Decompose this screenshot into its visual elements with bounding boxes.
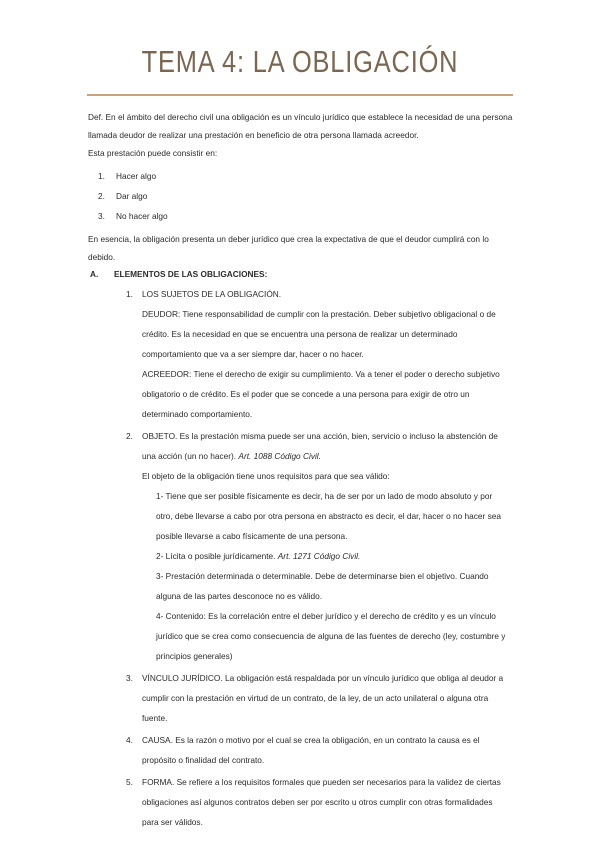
- list-text: No hacer algo: [116, 211, 168, 221]
- list-text: Dar algo: [116, 191, 148, 201]
- causa-paragraph: CAUSA. Es la razón o motivo por el cual se crea la obligación, en un contrato la causa es el propósito o finalidad del contrato.: [142, 735, 480, 765]
- list-number: 2.: [98, 191, 105, 201]
- list-item: [98, 166, 518, 186]
- item-number: 4.: [126, 735, 133, 745]
- element-item-sujetos: [126, 284, 518, 424]
- requisito-3: 3- Prestación determinada o determinable. Debe de determinarse bien el objetivo. Cuando alguna de las partes desconoce no es válido.: [156, 571, 489, 601]
- section-label: A.: [90, 269, 99, 279]
- item-heading: LOS SUJETOS DE LA OBLIGACIÓN.: [142, 289, 282, 299]
- prestacion-intro: Esta prestación puede consistir en:: [88, 148, 218, 158]
- list-text: Hacer algo: [116, 171, 157, 181]
- list-item: [98, 186, 518, 206]
- requisito-2-text: 2- Lícita o posible jurídicamente.: [156, 551, 278, 561]
- item-number: 5.: [126, 777, 133, 787]
- item-number: 3.: [126, 673, 133, 683]
- list-item: [98, 206, 518, 226]
- section-a-heading: [90, 266, 518, 282]
- requisitos-intro: El objeto de la obligación tiene unos requisitos para que sea válido:: [142, 471, 390, 481]
- document-body: [88, 108, 518, 832]
- definition-paragraph: Def. En el ámbito del derecho civil una obligación es un vínculo jurídico que establece la necesidad de una persona llamada deudor de realizar una prestación en beneficio de otra persona llamada acreedor.: [88, 112, 513, 140]
- deudor-paragraph: DEUDOR: Tiene responsabilidad de cumplir con la prestación. Deber subjetivo obligacional o de crédito. Es la necesidad en que se encuentra una persona de realizar un determinado comportamiento que va a ser siempre dar, hacer o no hacer.: [142, 309, 496, 359]
- section-title: ELEMENTOS DE LAS OBLIGACIONES:: [114, 269, 268, 279]
- element-item-forma: [126, 772, 518, 832]
- requisito-1: 1- Tiene que ser posible físicamente es decir, ha de ser por un lado de modo absoluto y por otro, debe llevarse a cabo por otra persona en abstracto es decir, el dar, hacer o no hacer sea posible llevarse a cabo físicamente de una persona.: [156, 491, 501, 541]
- element-item-objeto: [126, 426, 518, 666]
- objeto-ref: Art. 1088 Código Civil.: [238, 451, 321, 461]
- requisito-2: [156, 546, 510, 566]
- forma-paragraph: FORMA. Se refiere a los requisitos formales que pueden ser necesarios para la validez de ciertas obligaciones así algunos contratos deben ser por escrito u otros cumplir con otras formalidades para ser válidos.: [142, 777, 501, 827]
- page-title: TEMA 4: LA OBLIGACIÓN: [141, 44, 459, 79]
- list-number: 3.: [98, 211, 105, 221]
- item-number: 1.: [126, 289, 133, 299]
- element-item-causa: [126, 730, 518, 770]
- objeto-text: OBJETO. Es la prestación misma puede ser una acción, bien, servicio o incluso la abstención de una acción (un no hacer).: [142, 431, 498, 461]
- title-divider: [87, 94, 513, 96]
- prestacion-list: [98, 166, 518, 226]
- requisitos-list: [156, 486, 510, 666]
- esencia-paragraph: En esencia, la obligación presenta un deber jurídico que crea la expectativa de que el deudor cumplirá con lo debido.: [88, 234, 489, 262]
- objeto-paragraph: [142, 426, 510, 466]
- list-number: 1.: [98, 171, 105, 181]
- requisito-4: 4- Contenido: Es la correlación entre el deber jurídico y el derecho de crédito y es un vínculo jurídico que se crea como consecuencia de alguna de las fuentes de derecho (ley, costumbre y principios generales): [156, 611, 506, 661]
- vinculo-paragraph: VÍNCULO JURÍDICO. La obligación está respaldada por un vínculo jurídico que obliga al deudor a cumplir con la prestación en virtud de un contrato, de la ley, de un acto unilateral o alguna otra fuente.: [142, 673, 504, 723]
- element-item-vinculo: [126, 668, 518, 728]
- requisito-2-ref: Art. 1271 Código Civil.: [277, 551, 361, 561]
- acreedor-paragraph: ACREEDOR: Tiene el derecho de exigir su cumplimiento. Va a tener el poder o derecho subjetivo obligatorio o de crédito. Es el poder que se concede a una persona para exigir de otro un determinado comportamiento.: [142, 369, 500, 419]
- item-number: 2.: [126, 431, 133, 441]
